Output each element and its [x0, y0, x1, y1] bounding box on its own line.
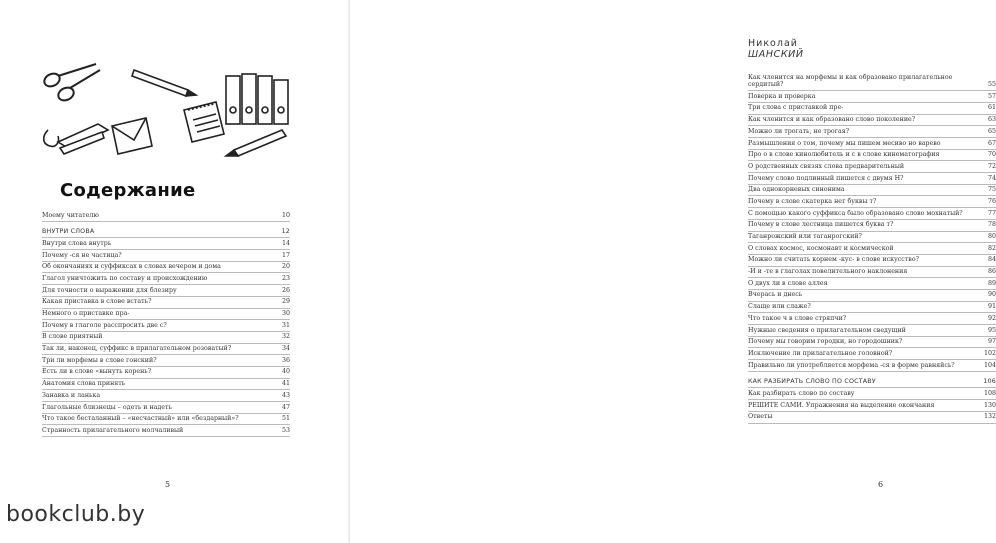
toc-entry-page-number: 10	[281, 211, 290, 219]
toc-entry-page-number: 82	[987, 244, 996, 252]
toc-entry-page-number: 26	[281, 286, 290, 294]
toc-entry-page-number: 106	[983, 378, 996, 386]
toc-entry	[748, 220, 996, 232]
toc-entry-page-number: 14	[281, 239, 290, 247]
toc-entry-title: Занавка и ланька	[42, 391, 101, 399]
toc-entry-title: Как членится на морфемы и как образовано прилагательное сердитый?	[748, 73, 953, 89]
paper-clip-icon	[44, 130, 59, 146]
toc-entry-title: С помощью какого суффикса было образовано слово мохнатый?	[748, 209, 963, 217]
toc-entry-page-number: 95	[987, 326, 996, 334]
toc-entry	[748, 185, 996, 197]
toc-entry-page-number: 78	[987, 221, 996, 229]
envelope-icon	[112, 118, 152, 154]
toc-entry-page-number: 20	[281, 263, 290, 271]
notepad-icon	[184, 102, 224, 142]
toc-entry	[42, 285, 290, 297]
toc-entry-title: -И и -те в глаголах повелительного наклонения	[748, 268, 908, 276]
toc-entry-title: Глагол уничтожить по составу и происхождению	[42, 274, 208, 282]
toc-entry-page-number: 30	[281, 310, 290, 317]
toc-entry	[42, 210, 290, 222]
toc-entry-page-number: 40	[281, 368, 290, 376]
toc-entry-page-number: 90	[987, 291, 996, 299]
toc-entry	[748, 348, 996, 360]
toc-entry-title: Два однокорневых синонима	[748, 186, 845, 194]
toc-entry	[748, 72, 996, 91]
toc-entry-page-number: 104	[983, 361, 996, 369]
toc-entry	[748, 290, 996, 302]
toc-entry-page-number: 36	[281, 356, 290, 364]
toc-entry	[42, 379, 290, 391]
toc-entry	[42, 332, 290, 344]
toc-entry	[42, 262, 290, 274]
toc-entry-page-number: 55	[987, 81, 996, 89]
toc-entry	[42, 367, 290, 379]
toc-entry-title: Почему в слове лестница пишется буква т?	[748, 221, 894, 229]
toc-entry-page-number: 63	[987, 116, 996, 124]
toc-entry-title: Вчерась и днесь	[748, 291, 803, 299]
toc-entry-title: РЕШИТЕ САМИ. Упражнения на выделение окончания	[748, 401, 935, 409]
running-head-author	[748, 38, 804, 60]
toc-entry-page-number: 91	[987, 303, 996, 311]
toc-entry-title: Размышления о том, почему мы пишем месиво но варево	[748, 139, 941, 147]
toc-entry-title: Странность прилагательного молчаливый	[42, 426, 184, 434]
page-number: 5	[165, 480, 171, 489]
toc-entry-page-number: 77	[987, 209, 996, 217]
toc-entry-page-number: 108	[983, 389, 996, 397]
toc-entry-title: Так ли, наконец, суффикс в прилагательном розоватый?	[42, 345, 232, 353]
toc-entry-page-number: 41	[281, 380, 290, 388]
author-first-name: Николай	[748, 38, 798, 49]
toc-entry-title: Как разбирать слово по составу	[748, 389, 855, 397]
toc-entry-page-number: 89	[987, 279, 996, 287]
toc-entry	[748, 267, 996, 279]
page-number: 6	[878, 480, 884, 489]
toc-entry	[748, 243, 996, 255]
toc-entry-page-number: 61	[987, 104, 996, 112]
toc-entry	[748, 161, 996, 173]
toc-entry-title: В слове приятный	[42, 333, 103, 341]
toc-entry-title: О словах космос, космонавт и космической	[748, 244, 894, 252]
toc-entry-title: Поверка и проверка	[748, 92, 816, 100]
toc-entry	[748, 196, 996, 208]
toc-entry	[748, 400, 996, 412]
toc-entry-title: Что такое ч в слове стряпчи?	[748, 314, 847, 322]
toc-entry-page-number: 84	[987, 256, 996, 264]
toc-section-entry	[42, 227, 290, 239]
toc-entry	[748, 255, 996, 267]
toc-entry	[748, 302, 996, 314]
toc-entry-page-number: 53	[281, 426, 290, 434]
toc-entry	[748, 208, 996, 220]
toc-entry-title: Правильно ли употребляется морфема -ся в форме равняйсь?	[748, 361, 955, 369]
toc-section-entry	[748, 377, 996, 389]
toc-entry	[748, 173, 996, 185]
toc-entry-page-number: 74	[987, 174, 996, 182]
contents-heading: Содержание	[60, 180, 196, 201]
toc-entry	[42, 320, 290, 332]
toc-entry-title: Что такое бесталанный – «несчастный» или «бездарный»?	[42, 415, 239, 423]
toc-entry-page-number: 130	[983, 401, 996, 409]
toc-entry-title: Ответы	[748, 413, 773, 421]
toc-entry-title: Почему в слове скатерка нет буквы т?	[748, 197, 877, 205]
toc-entry	[748, 388, 996, 400]
toc-entry	[748, 360, 996, 372]
toc-entry	[42, 355, 290, 367]
toc-entry-title: Об окончаниях и суффиксах в словах вечером и дома	[42, 263, 221, 271]
binders-icon	[226, 74, 288, 124]
toc-entry-title: Можно ли считать корнем -кус- в слове искусство?	[748, 256, 920, 264]
pencil-icon	[132, 70, 196, 96]
toc-entry-page-number: 86	[987, 268, 996, 276]
toc-entry	[748, 412, 996, 424]
toc-entry-page-number: 80	[987, 233, 996, 241]
toc-entry-page-number: 75	[987, 186, 996, 194]
toc-entry-title: Таганрожский или таганрогский?	[748, 233, 862, 241]
toc-entry	[748, 337, 996, 349]
toc-entry-page-number: 72	[987, 162, 996, 170]
toc-entry-title: Почему в глаголе расспросить две с?	[42, 321, 167, 329]
toc-entry-page-number: 12	[281, 228, 290, 236]
toc-entry	[748, 126, 996, 138]
toc-entry-page-number: 70	[987, 151, 996, 159]
toc-entry-title: Для точности о выражении для блезиру	[42, 286, 177, 294]
toc-entry-title: Есть ли в слове «вынуть корень?	[42, 368, 152, 376]
toc-entry-page-number: 57	[987, 92, 996, 100]
toc-entry-page-number: 67	[987, 139, 996, 147]
toc-entry-title: Три слова с приставкой пре-	[748, 104, 844, 112]
toc-entry-title: Почему слово подлинный пишется с двумя Н?	[748, 174, 904, 182]
author-surname: ШАНСКИЙ	[748, 49, 804, 60]
toc-entry-page-number: 47	[281, 403, 290, 411]
toc-entry-page-number: 76	[987, 197, 996, 205]
toc-entry-title: О двух ли в слове аллея	[748, 279, 828, 287]
toc-entry	[748, 138, 996, 150]
stationery-illustration	[38, 52, 308, 167]
toc-entry-title: КАК РАЗБИРАТЬ СЛОВО ПО СОСТАВУ	[748, 378, 876, 386]
toc-entry-title: Почему мы говорим городки, но городошник?	[748, 338, 903, 346]
toc-entry-title: Немного о приставке пра-	[42, 310, 130, 317]
toc-entry-page-number: 43	[281, 391, 290, 399]
toc-entry	[42, 344, 290, 356]
right-page	[350, 0, 996, 543]
toc-entry-title: Внутри слова внутрь	[42, 239, 112, 247]
toc-entry-page-number: 97	[987, 338, 996, 346]
toc-entry-page-number: 17	[281, 251, 290, 259]
toc-entry-title: Исключение ли прилагательное головной?	[748, 349, 893, 357]
stapler-icon	[58, 124, 108, 154]
toc-entry-page-number: 23	[281, 274, 290, 282]
toc-entry-title: Про о в слове кинолюбитель и с в слове кинематография	[748, 151, 940, 159]
toc-entry-page-number: 34	[281, 345, 290, 353]
toc-entry	[42, 250, 290, 262]
toc-entry-page-number: 51	[281, 415, 290, 423]
toc-list-right	[748, 72, 996, 424]
toc-entry	[748, 115, 996, 127]
toc-entry-title: Моему читателю	[42, 211, 99, 219]
toc-entry-title: Как членится и как образовано слово поколение?	[748, 116, 916, 124]
toc-entry	[42, 297, 290, 309]
toc-entry	[42, 309, 290, 321]
toc-entry-title: О родственных связях слова предварительный	[748, 162, 905, 170]
toc-entry-title: Три ли морфемы в слове гонский?	[42, 356, 157, 364]
toc-entry	[748, 232, 996, 244]
toc-entry	[748, 313, 996, 325]
toc-entry-page-number: 65	[987, 127, 996, 135]
toc-entry-title: Нужные сведения о прилагательном сведущий	[748, 326, 906, 334]
toc-entry-title: ВНУТРИ СЛОВА	[42, 228, 95, 236]
toc-entry-page-number: 32	[281, 333, 290, 341]
toc-entry	[748, 150, 996, 162]
scissors-icon	[42, 64, 100, 103]
toc-entry	[42, 238, 290, 250]
toc-entry	[42, 414, 290, 426]
toc-entry-page-number: 132	[983, 413, 996, 421]
left-page	[0, 0, 350, 543]
pen-icon	[226, 130, 286, 156]
toc-entry-page-number: 102	[983, 349, 996, 357]
toc-entry-title: Слаще или слаже?	[748, 303, 811, 311]
toc-entry-page-number: 31	[281, 321, 290, 329]
toc-entry	[42, 390, 290, 402]
toc-entry	[748, 91, 996, 103]
toc-entry-page-number: 29	[281, 298, 290, 306]
toc-entry-title: Глагольные близнецы – одеть и надеть	[42, 403, 172, 411]
watermark-text: bookclub.by	[6, 502, 146, 527]
toc-list-left	[42, 210, 290, 437]
toc-entry	[748, 278, 996, 290]
toc-entry	[42, 425, 290, 437]
toc-entry-title: Какая приставка в слове встать?	[42, 298, 152, 306]
toc-entry-title: Анатомия слова принять	[42, 380, 126, 388]
toc-entry	[748, 103, 996, 115]
toc-entry-page-number: 92	[987, 314, 996, 322]
toc-entry	[42, 273, 290, 285]
toc-entry	[42, 402, 290, 414]
toc-entry-title: Можно ли трогать, не трогая?	[748, 127, 850, 135]
toc-entry-title: Почему -ся не частица?	[42, 251, 122, 259]
toc-entry	[748, 325, 996, 337]
